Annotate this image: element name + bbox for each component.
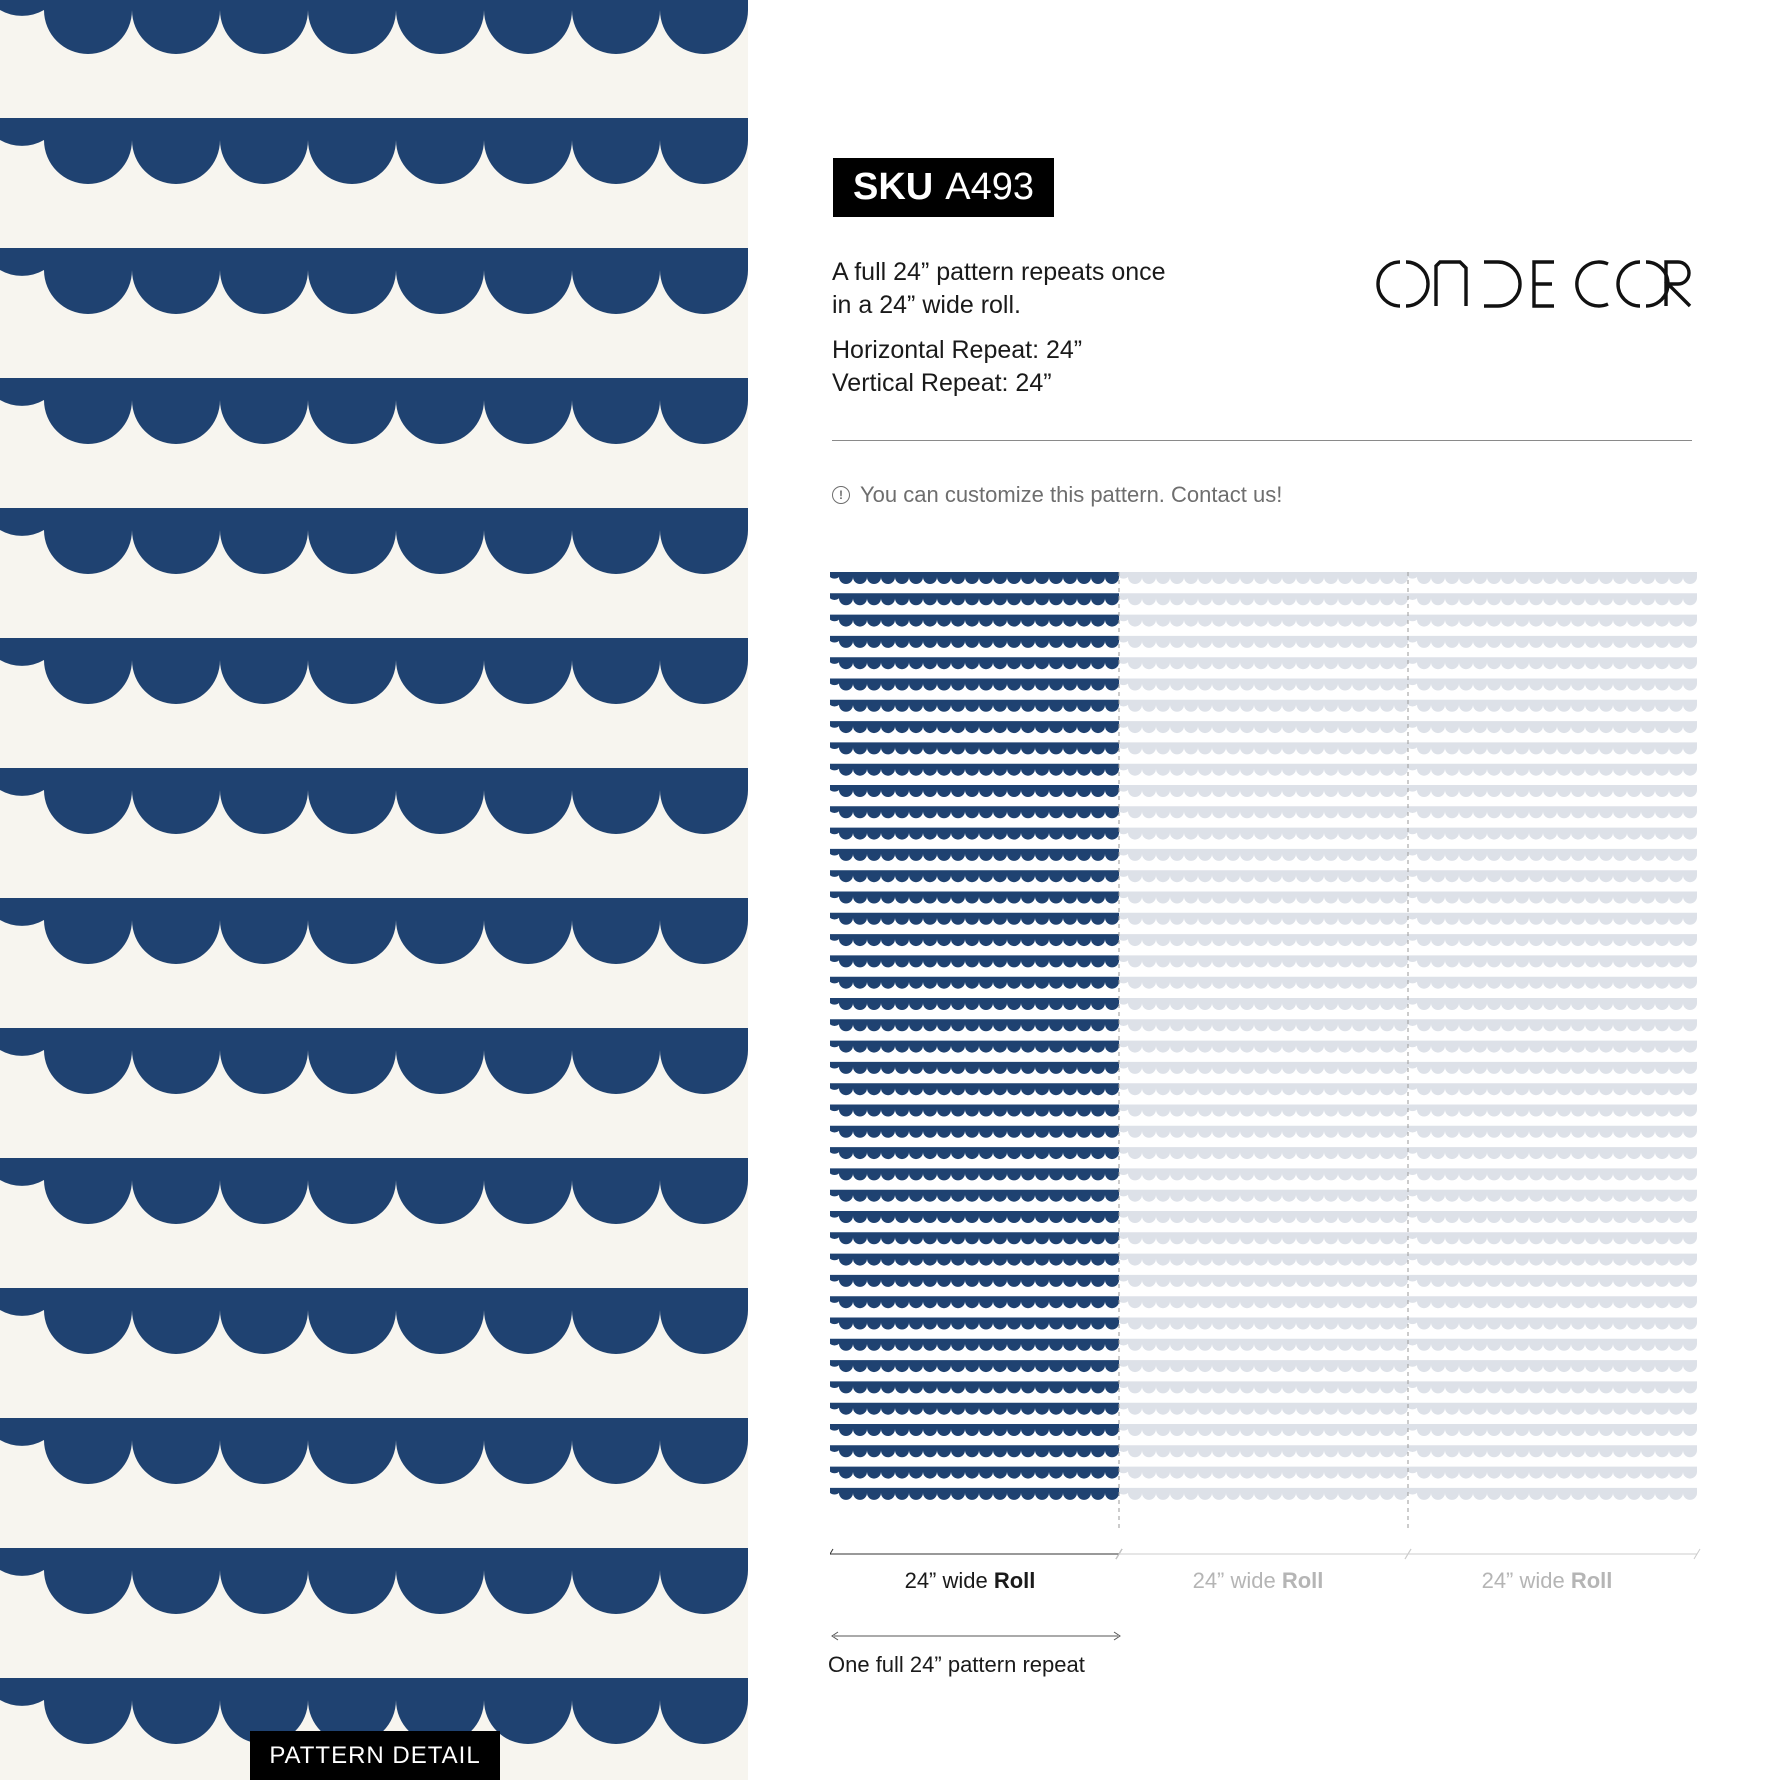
- roll-2-wave-band-5: [1119, 657, 1408, 669]
- sku-code: A493: [945, 166, 1034, 208]
- roll-2-wave-band-2: [1119, 593, 1408, 605]
- roll-3-wave-band-7: [1408, 700, 1697, 712]
- roll-3-wave-band-40: [1408, 1403, 1697, 1415]
- detail-wave-band-2: [0, 118, 748, 184]
- roll-1-wave-band-23: [830, 1041, 1119, 1053]
- roll-2-wave-band-33: [1119, 1254, 1408, 1266]
- sku-badge: [833, 158, 1054, 217]
- roll-2-wave-band-30: [1119, 1190, 1408, 1202]
- roll-2-wave-band-3: [1119, 615, 1408, 627]
- section-divider: [832, 440, 1692, 441]
- repeat-specs: [832, 334, 1082, 400]
- roll-2-wave-band-22: [1119, 1019, 1408, 1031]
- roll-3-wave-band-39: [1408, 1381, 1697, 1393]
- roll-1-wave-band-34: [830, 1275, 1119, 1287]
- roll-1-wave-band-20: [830, 977, 1119, 989]
- horizontal-repeat: Horizontal Repeat: 24”: [832, 336, 1083, 364]
- roll-1-wave-band-30: [830, 1190, 1119, 1202]
- detail-wave-band-8: [0, 898, 748, 964]
- roll-3-wave-band-12: [1408, 806, 1697, 818]
- roll-2-wave-band-27: [1119, 1126, 1408, 1138]
- description-line-1: A full 24” pattern repeats once: [832, 258, 1166, 286]
- roll-3-wave-band-31: [1408, 1211, 1697, 1223]
- pattern-detail-label: PATTERN DETAIL: [250, 1731, 500, 1780]
- roll-3-wave-band-8: [1408, 721, 1697, 733]
- roll-2-wave-band-1: [1119, 572, 1408, 584]
- roll-size-2: 24” wide: [1192, 1568, 1282, 1593]
- roll-1-wave-band-9: [830, 742, 1119, 754]
- roll-3-wave-band-17: [1408, 913, 1697, 925]
- roll-2-wave-band-14: [1119, 849, 1408, 861]
- roll-2-wave-band-17: [1119, 913, 1408, 925]
- roll-word-1: Roll: [993, 1568, 1036, 1593]
- roll-2-wave-band-42: [1119, 1445, 1408, 1457]
- roll-size-3: 24” wide: [1481, 1568, 1571, 1593]
- detail-wave-band-9: [0, 1028, 748, 1094]
- roll-1-wave-band-43: [830, 1467, 1119, 1479]
- detail-wave-band-6: [0, 638, 748, 704]
- pattern-repeat-arrow: [830, 1630, 1130, 1642]
- roll-preview: [830, 572, 1710, 1607]
- roll-3-wave-band-43: [1408, 1467, 1697, 1479]
- roll-2-wave-band-38: [1119, 1360, 1408, 1372]
- roll-2-wave-band-20: [1119, 977, 1408, 989]
- sku-prefix: SKU: [853, 166, 934, 208]
- roll-3-wave-band-30: [1408, 1190, 1697, 1202]
- roll-3-wave-band-41: [1408, 1424, 1697, 1436]
- roll-label-1: [826, 1568, 1114, 1594]
- roll-1-wave-band-18: [830, 934, 1119, 946]
- roll-3-wave-band-44: [1408, 1488, 1697, 1500]
- roll-1-wave-band-26: [830, 1105, 1119, 1117]
- detail-wave-band-11: [0, 1288, 748, 1354]
- vertical-repeat: Vertical Repeat: 24”: [832, 369, 1052, 397]
- roll-1-wave-band-38: [830, 1360, 1119, 1372]
- roll-2-wave-band-8: [1119, 721, 1408, 733]
- roll-1-wave-band-5: [830, 657, 1119, 669]
- roll-2-wave-band-11: [1119, 785, 1408, 797]
- roll-1-wave-band-40: [830, 1403, 1119, 1415]
- roll-3-wave-band-28: [1408, 1147, 1697, 1159]
- roll-3-wave-band-37: [1408, 1339, 1697, 1351]
- roll-3-wave-band-2: [1408, 593, 1697, 605]
- roll-1-wave-band-3: [830, 615, 1119, 627]
- roll-3-wave-band-13: [1408, 828, 1697, 840]
- roll-1-wave-band-13: [830, 828, 1119, 840]
- detail-wave-band-5: [0, 508, 748, 574]
- roll-2-wave-band-24: [1119, 1062, 1408, 1074]
- roll-1-wave-band-35: [830, 1296, 1119, 1308]
- roll-3-wave-band-38: [1408, 1360, 1697, 1372]
- roll-2-wave-band-13: [1119, 828, 1408, 840]
- roll-2-wave-band-6: [1119, 679, 1408, 691]
- roll-3-wave-band-27: [1408, 1126, 1697, 1138]
- roll-1-wave-band-36: [830, 1318, 1119, 1330]
- ondecor-logo-icon: [1376, 258, 1692, 310]
- roll-2-wave-band-34: [1119, 1275, 1408, 1287]
- roll-1-wave-band-32: [830, 1232, 1119, 1244]
- roll-2-wave-band-41: [1119, 1424, 1408, 1436]
- roll-2-wave-band-26: [1119, 1105, 1408, 1117]
- roll-label-2: [1114, 1568, 1402, 1594]
- roll-3-wave-band-29: [1408, 1168, 1697, 1180]
- roll-1-wave-band-44: [830, 1488, 1119, 1500]
- roll-label-3: [1403, 1568, 1691, 1594]
- roll-3-wave-band-32: [1408, 1232, 1697, 1244]
- roll-2-wave-band-36: [1119, 1318, 1408, 1330]
- roll-1-wave-band-21: [830, 998, 1119, 1010]
- detail-wave-band-13: [0, 1548, 748, 1614]
- detail-wave-band-12: [0, 1418, 748, 1484]
- roll-3-wave-band-24: [1408, 1062, 1697, 1074]
- pattern-description: [832, 256, 1252, 322]
- roll-1-wave-band-6: [830, 679, 1119, 691]
- roll-3-wave-band-20: [1408, 977, 1697, 989]
- roll-3-wave-band-22: [1408, 1019, 1697, 1031]
- roll-2-wave-band-43: [1119, 1467, 1408, 1479]
- roll-3-wave-band-21: [1408, 998, 1697, 1010]
- roll-2-wave-band-31: [1119, 1211, 1408, 1223]
- detail-wave-band-7: [0, 768, 748, 834]
- roll-1-wave-band-24: [830, 1062, 1119, 1074]
- roll-1-wave-band-7: [830, 700, 1119, 712]
- roll-3-wave-band-3: [1408, 615, 1697, 627]
- roll-3-wave-band-6: [1408, 679, 1697, 691]
- roll-1-wave-band-25: [830, 1083, 1119, 1095]
- roll-2-wave-band-9: [1119, 742, 1408, 754]
- roll-1-wave-band-12: [830, 806, 1119, 818]
- roll-preview-graphic: [830, 572, 1710, 1602]
- roll-3-wave-band-18: [1408, 934, 1697, 946]
- roll-1-wave-band-17: [830, 913, 1119, 925]
- roll-1-wave-band-19: [830, 955, 1119, 967]
- pattern-repeat-caption: One full 24” pattern repeat: [828, 1652, 1085, 1677]
- roll-1-wave-band-41: [830, 1424, 1119, 1436]
- roll-3-wave-band-16: [1408, 892, 1697, 904]
- roll-1-wave-band-39: [830, 1381, 1119, 1393]
- roll-3-wave-band-5: [1408, 657, 1697, 669]
- roll-3-wave-band-14: [1408, 849, 1697, 861]
- roll-1-wave-band-37: [830, 1339, 1119, 1351]
- roll-3-wave-band-25: [1408, 1083, 1697, 1095]
- roll-2-wave-band-32: [1119, 1232, 1408, 1244]
- roll-3-wave-band-36: [1408, 1318, 1697, 1330]
- roll-word-3: Roll: [1570, 1568, 1613, 1593]
- roll-3-wave-band-9: [1408, 742, 1697, 754]
- roll-2-wave-band-12: [1119, 806, 1408, 818]
- roll-3-wave-band-19: [1408, 955, 1697, 967]
- roll-3-wave-band-42: [1408, 1445, 1697, 1457]
- roll-3-wave-band-33: [1408, 1254, 1697, 1266]
- roll-1-wave-band-42: [830, 1445, 1119, 1457]
- detail-wave-band-4: [0, 378, 748, 444]
- roll-3-wave-band-34: [1408, 1275, 1697, 1287]
- roll-1-wave-band-15: [830, 870, 1119, 882]
- roll-2-wave-band-15: [1119, 870, 1408, 882]
- roll-1-wave-band-33: [830, 1254, 1119, 1266]
- roll-1-wave-band-28: [830, 1147, 1119, 1159]
- roll-2-wave-band-40: [1119, 1403, 1408, 1415]
- roll-2-wave-band-39: [1119, 1381, 1408, 1393]
- customize-note[interactable]: [832, 482, 1282, 508]
- description-line-2: in a 24” wide roll.: [832, 291, 1021, 319]
- roll-word-2: Roll: [1281, 1568, 1324, 1593]
- roll-1-wave-band-10: [830, 764, 1119, 776]
- pattern-detail-image: [0, 0, 748, 1780]
- roll-2-wave-band-19: [1119, 955, 1408, 967]
- roll-2-wave-band-18: [1119, 934, 1408, 946]
- roll-3-wave-band-1: [1408, 572, 1697, 584]
- roll-3-wave-band-35: [1408, 1296, 1697, 1308]
- roll-1-wave-band-22: [830, 1019, 1119, 1031]
- roll-3-wave-band-11: [1408, 785, 1697, 797]
- roll-1-wave-band-11: [830, 785, 1119, 797]
- roll-1-wave-band-2: [830, 593, 1119, 605]
- pattern-detail-waves: [0, 0, 748, 1780]
- roll-2-wave-band-37: [1119, 1339, 1408, 1351]
- detail-wave-band-10: [0, 1158, 748, 1224]
- roll-2-wave-band-29: [1119, 1168, 1408, 1180]
- roll-1-wave-band-29: [830, 1168, 1119, 1180]
- roll-3-wave-band-26: [1408, 1105, 1697, 1117]
- roll-1-wave-band-8: [830, 721, 1119, 733]
- roll-2-wave-band-4: [1119, 636, 1408, 648]
- detail-wave-band-1: [0, 0, 748, 54]
- roll-1-wave-band-27: [830, 1126, 1119, 1138]
- roll-3-wave-band-4: [1408, 636, 1697, 648]
- customize-text: You can customize this pattern. Contact us!: [860, 482, 1283, 507]
- roll-1-wave-band-31: [830, 1211, 1119, 1223]
- roll-2-wave-band-28: [1119, 1147, 1408, 1159]
- roll-1-wave-band-4: [830, 636, 1119, 648]
- roll-3-wave-band-23: [1408, 1041, 1697, 1053]
- roll-2-wave-band-21: [1119, 998, 1408, 1010]
- roll-1-wave-band-16: [830, 892, 1119, 904]
- roll-2-wave-band-16: [1119, 892, 1408, 904]
- roll-2-wave-band-35: [1119, 1296, 1408, 1308]
- roll-2-wave-band-7: [1119, 700, 1408, 712]
- roll-1-wave-band-1: [830, 572, 1119, 584]
- roll-size-1: 24” wide: [904, 1568, 994, 1593]
- info-icon: !: [832, 486, 850, 504]
- roll-3-wave-band-15: [1408, 870, 1697, 882]
- roll-2-wave-band-25: [1119, 1083, 1408, 1095]
- brand-logo: [1376, 258, 1692, 315]
- detail-wave-band-3: [0, 248, 748, 314]
- roll-2-wave-band-10: [1119, 764, 1408, 776]
- roll-2-wave-band-44: [1119, 1488, 1408, 1500]
- roll-3-wave-band-10: [1408, 764, 1697, 776]
- roll-1-wave-band-14: [830, 849, 1119, 861]
- roll-2-wave-band-23: [1119, 1041, 1408, 1053]
